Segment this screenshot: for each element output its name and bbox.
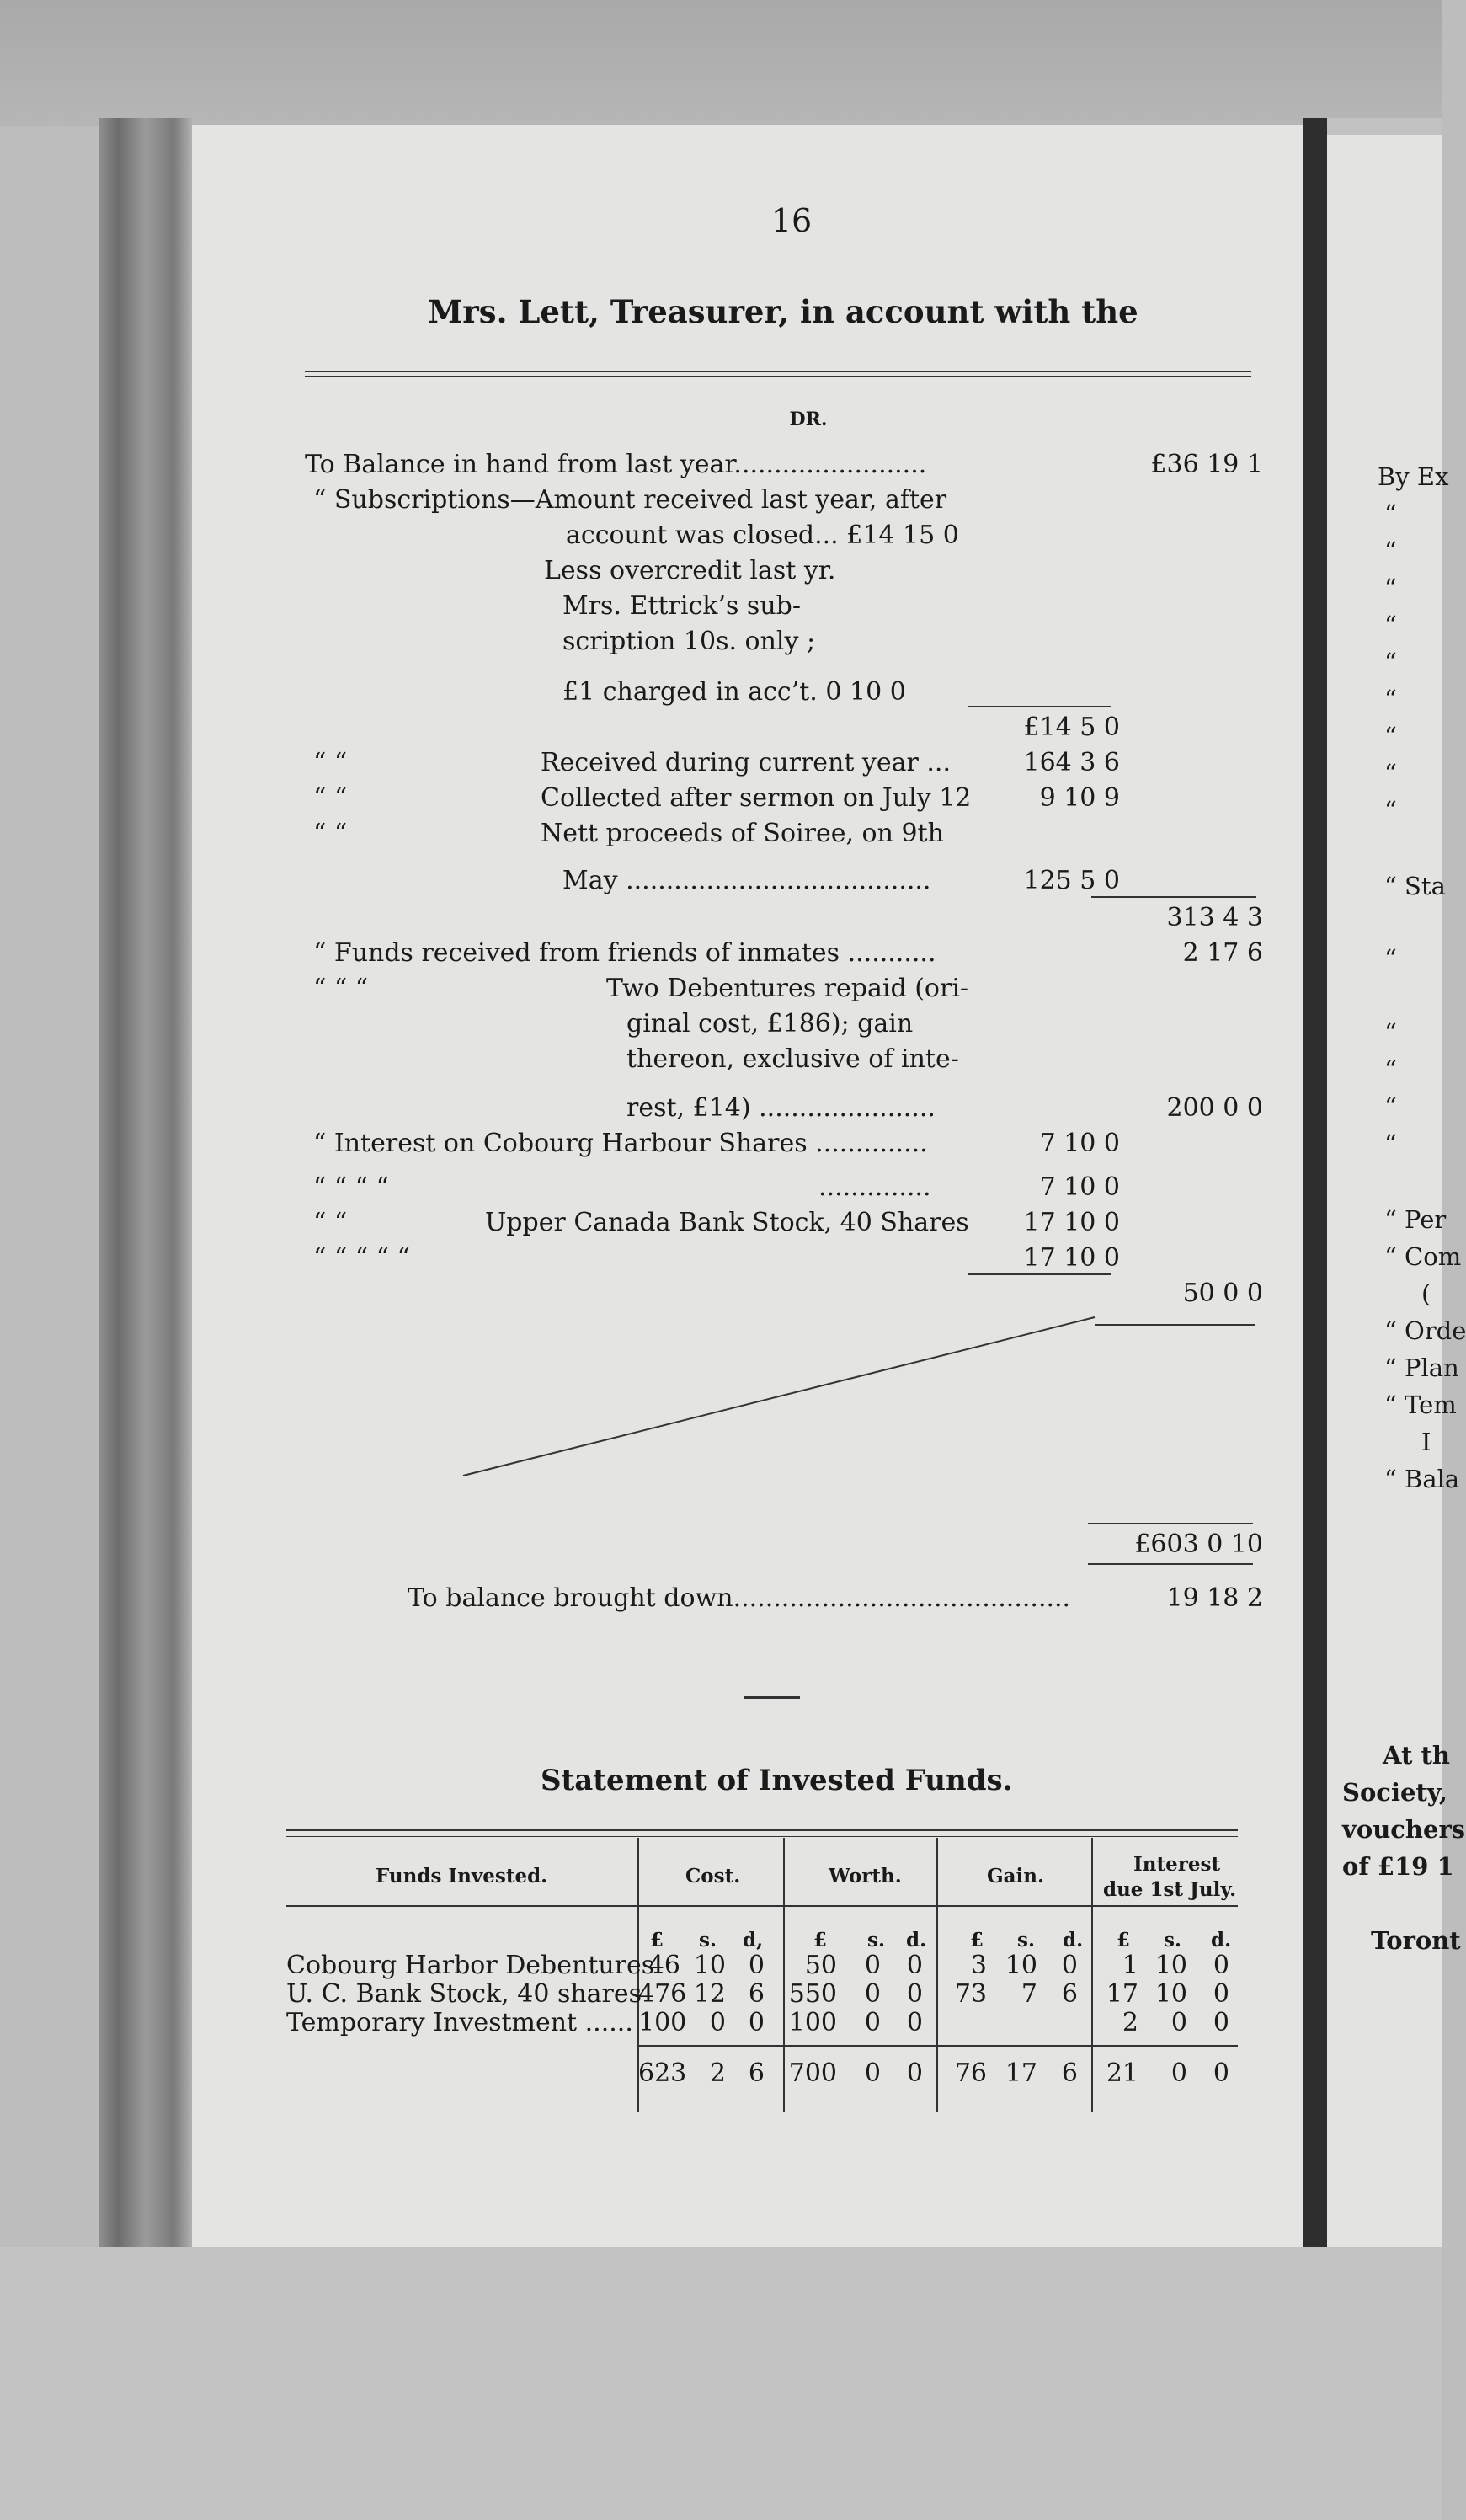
total-rule bbox=[1088, 1563, 1253, 1565]
account-line: Less overcredit last yr. bbox=[544, 556, 836, 585]
table-total-cell: 0 bbox=[1170, 2058, 1187, 2088]
table-row-label: Cobourg Harbor Debentures bbox=[286, 1951, 655, 1980]
account-amount: 2 17 6 bbox=[1182, 938, 1263, 968]
table-rule bbox=[286, 1836, 1238, 1837]
table-rule bbox=[286, 1905, 1238, 1907]
unit-label: s. bbox=[1164, 1929, 1181, 1951]
page-number: 16 bbox=[770, 202, 813, 239]
facing-line: “ bbox=[1384, 796, 1397, 825]
facing-line: of £19 1 bbox=[1342, 1852, 1454, 1881]
unit-label: £ bbox=[970, 1929, 984, 1951]
unit-label: £ bbox=[650, 1929, 664, 1951]
account-amount: 200 0 0 bbox=[1166, 1093, 1263, 1123]
table-cell: 10 bbox=[1005, 1951, 1037, 1980]
facing-line: “ bbox=[1384, 1092, 1397, 1121]
table-header: due 1st July. bbox=[1103, 1878, 1237, 1901]
subtotal-rule bbox=[968, 1273, 1111, 1275]
table-cell: 0 bbox=[1213, 1979, 1229, 2009]
facing-line: “ Bala bbox=[1384, 1465, 1460, 1493]
unit-label: d, bbox=[743, 1929, 764, 1951]
facing-line: “ bbox=[1384, 648, 1397, 676]
table-cell: 46 bbox=[648, 1951, 680, 1980]
table-total-cell: 6 bbox=[748, 2058, 765, 2088]
facing-line: “ bbox=[1384, 1129, 1397, 1158]
table-total-cell: 17 bbox=[1005, 2058, 1037, 2088]
unit-label: d. bbox=[906, 1929, 927, 1951]
facing-line: vouchers bbox=[1342, 1815, 1466, 1844]
table-cell: 6 bbox=[748, 1979, 765, 2009]
facing-line: By Ex bbox=[1378, 462, 1449, 491]
facing-line: “ bbox=[1384, 722, 1397, 750]
table-row-label: U. C. Bank Stock, 40 shares bbox=[286, 1979, 642, 2009]
table-cell: 17 bbox=[1106, 1979, 1138, 2009]
table-header: Worth. bbox=[829, 1865, 902, 1887]
title-rule bbox=[305, 376, 1251, 377]
account-subtotal: 9 10 9 bbox=[1039, 783, 1120, 813]
account-subtotal: 17 10 0 bbox=[1023, 1208, 1120, 1237]
account-line: Nett proceeds of Soiree, on 9th bbox=[541, 819, 944, 848]
table-total-cell: 21 bbox=[1106, 2058, 1138, 2088]
account-line: Two Debentures repaid (ori- bbox=[606, 974, 969, 1003]
table-rule bbox=[286, 1829, 1238, 1831]
table-cell: 0 bbox=[864, 1979, 881, 2009]
account-line: £1 charged in acc’t. 0 10 0 bbox=[562, 677, 906, 707]
account-line: rest, £14) ...................... bbox=[626, 1093, 936, 1123]
table-cell: 550 bbox=[788, 1979, 837, 2009]
diagonal-rule bbox=[463, 1311, 1103, 1479]
ditto-marks: “ “ bbox=[313, 1208, 348, 1237]
table-cell: 0 bbox=[906, 1951, 923, 1980]
unit-label: s. bbox=[699, 1929, 717, 1951]
title-rule bbox=[305, 371, 1251, 372]
facing-line: “ bbox=[1384, 1018, 1397, 1047]
table-cell: 0 bbox=[748, 1951, 765, 1980]
table-cell: 73 bbox=[954, 1979, 987, 2009]
table-total-cell: 700 bbox=[788, 2058, 837, 2088]
account-line: Received during current year ... bbox=[541, 748, 952, 777]
ditto-marks: “ “ bbox=[313, 783, 348, 813]
table-row-label: Temporary Investment ...... bbox=[286, 2008, 633, 2037]
table-total-cell: 0 bbox=[906, 2058, 923, 2088]
facing-line: “ Plan bbox=[1384, 1353, 1459, 1382]
account-line: To Balance in hand from last year........................ bbox=[305, 450, 927, 479]
account-subtotal: 164 3 6 bbox=[1023, 748, 1120, 777]
account-subtotal: 125 5 0 bbox=[1023, 866, 1120, 895]
ditto-marks: “ “ “ bbox=[313, 974, 369, 1003]
facing-line: I bbox=[1421, 1428, 1431, 1456]
scan-background-top bbox=[0, 0, 1442, 126]
facing-line: “ Tem bbox=[1384, 1391, 1457, 1419]
facing-line: “ bbox=[1384, 759, 1397, 788]
facing-line: “ bbox=[1384, 499, 1397, 528]
table-header: Cost. bbox=[685, 1865, 741, 1887]
table-header: Gain. bbox=[987, 1865, 1045, 1887]
column-rule bbox=[783, 1838, 785, 2112]
table-cell: 0 bbox=[1061, 1951, 1078, 1980]
column-rule bbox=[936, 1838, 938, 2112]
account-line: account was closed... £14 15 0 bbox=[566, 521, 959, 550]
table-cell: 0 bbox=[1213, 2008, 1229, 2037]
section-divider bbox=[744, 1696, 800, 1699]
account-line: “ Subscriptions—Amount received last year, after bbox=[313, 485, 947, 515]
account-subtotal: £14 5 0 bbox=[1023, 713, 1120, 742]
table-cell: 2 bbox=[1122, 2008, 1138, 2037]
table-cell: 0 bbox=[864, 1951, 881, 1980]
unit-label: s. bbox=[867, 1929, 885, 1951]
table-cell: 3 bbox=[970, 1951, 987, 1980]
brought-down-line: To balance brought down.......................................... bbox=[408, 1583, 1071, 1613]
table-total-cell: 2 bbox=[709, 2058, 726, 2088]
table-cell: 1 bbox=[1122, 1951, 1138, 1980]
table-cell: 0 bbox=[906, 1979, 923, 2009]
facing-line: At th bbox=[1383, 1741, 1450, 1770]
facing-line: ( bbox=[1421, 1279, 1431, 1308]
facing-line: “ Com bbox=[1384, 1242, 1462, 1271]
facing-line: “ bbox=[1384, 685, 1397, 713]
subtotal-rule bbox=[1091, 896, 1256, 898]
table-total-cell: 0 bbox=[1213, 2058, 1229, 2088]
unit-label: s. bbox=[1017, 1929, 1035, 1951]
table-cell: 476 bbox=[638, 1979, 687, 2009]
dr-label: DR. bbox=[789, 408, 828, 430]
facing-line: “ Sta bbox=[1384, 872, 1446, 900]
table-cell: 10 bbox=[1154, 1979, 1187, 2009]
table-rule bbox=[637, 2045, 1238, 2047]
account-line: “ Funds received from friends of inmates ........... bbox=[313, 938, 936, 968]
unit-label: £ bbox=[1117, 1929, 1131, 1951]
table-header: Interest bbox=[1133, 1853, 1221, 1876]
ditto-marks: “ “ “ “ bbox=[313, 1172, 389, 1202]
subtotal-rule bbox=[1095, 1324, 1255, 1326]
account-amount: 313 4 3 bbox=[1166, 903, 1263, 932]
facing-line: Toront bbox=[1371, 1926, 1461, 1955]
account-subtotal: 17 10 0 bbox=[1023, 1243, 1120, 1273]
table-total-cell: 6 bbox=[1061, 2058, 1078, 2088]
facing-line: “ bbox=[1384, 574, 1397, 602]
table-cell: 0 bbox=[1170, 2008, 1187, 2037]
account-amount: £36 19 1 bbox=[1150, 450, 1263, 479]
account-line: “ Interest on Cobourg Harbour Shares .............. bbox=[313, 1129, 928, 1158]
scan-background-bottom bbox=[0, 2247, 1442, 2520]
unit-label: £ bbox=[813, 1929, 828, 1951]
account-line: scription 10s. only ; bbox=[562, 627, 816, 656]
facing-line: “ Orde bbox=[1384, 1316, 1466, 1345]
table-cell: 0 bbox=[906, 2008, 923, 2037]
account-subtotal: 7 10 0 bbox=[1039, 1129, 1120, 1158]
account-line: Mrs. Ettrick’s sub- bbox=[562, 591, 801, 621]
table-cell: 100 bbox=[638, 2008, 687, 2037]
account-total: £603 0 10 bbox=[1134, 1530, 1263, 1559]
account-line: Collected after sermon on July 12 bbox=[541, 783, 972, 813]
table-cell: 0 bbox=[709, 2008, 726, 2037]
table-total-cell: 623 bbox=[638, 2058, 687, 2088]
table-cell: 50 bbox=[804, 1951, 837, 1980]
account-line: thereon, exclusive of inte- bbox=[626, 1044, 959, 1074]
account-line: .............. bbox=[818, 1172, 931, 1202]
facing-line: “ bbox=[1384, 537, 1397, 565]
account-amount: 50 0 0 bbox=[1182, 1279, 1263, 1308]
ditto-marks: “ “ bbox=[313, 748, 348, 777]
statement-title: Statement of Invested Funds. bbox=[541, 1764, 1013, 1797]
facing-line: “ bbox=[1384, 944, 1397, 973]
ditto-marks: “ “ “ “ “ bbox=[313, 1243, 410, 1273]
unit-label: d. bbox=[1063, 1929, 1084, 1951]
account-line: May ...................................... bbox=[562, 866, 931, 895]
facing-line: Society, bbox=[1342, 1778, 1447, 1807]
total-rule bbox=[1088, 1523, 1253, 1524]
account-line: ginal cost, £186); gain bbox=[626, 1009, 914, 1038]
table-cell: 10 bbox=[693, 1951, 726, 1980]
table-cell: 12 bbox=[693, 1979, 726, 2009]
page-title: Mrs. Lett, Treasurer, in account with the bbox=[428, 293, 1138, 330]
table-cell: 10 bbox=[1154, 1951, 1187, 1980]
facing-line: “ Per bbox=[1384, 1205, 1447, 1234]
facing-page bbox=[1327, 135, 1466, 2257]
table-cell: 6 bbox=[1061, 1979, 1078, 2009]
account-line: Upper Canada Bank Stock, 40 Shares bbox=[485, 1208, 969, 1237]
table-total-cell: 0 bbox=[864, 2058, 881, 2088]
book-spine bbox=[99, 118, 192, 2249]
table-header: Funds Invested. bbox=[376, 1865, 548, 1887]
unit-label: d. bbox=[1211, 1929, 1232, 1951]
table-cell: 0 bbox=[864, 2008, 881, 2037]
subtotal-rule bbox=[968, 706, 1111, 707]
book-gutter bbox=[1303, 118, 1327, 2257]
facing-line: “ bbox=[1384, 1055, 1397, 1084]
table-cell: 7 bbox=[1021, 1979, 1037, 2009]
facing-line: “ bbox=[1384, 611, 1397, 639]
ditto-marks: “ “ bbox=[313, 819, 348, 848]
table-cell: 0 bbox=[1213, 1951, 1229, 1980]
table-total-cell: 76 bbox=[954, 2058, 987, 2088]
account-subtotal: 7 10 0 bbox=[1039, 1172, 1120, 1202]
table-cell: 0 bbox=[748, 2008, 765, 2037]
brought-down-amount: 19 18 2 bbox=[1166, 1583, 1263, 1613]
column-rule bbox=[1091, 1838, 1093, 2112]
table-cell: 100 bbox=[788, 2008, 837, 2037]
